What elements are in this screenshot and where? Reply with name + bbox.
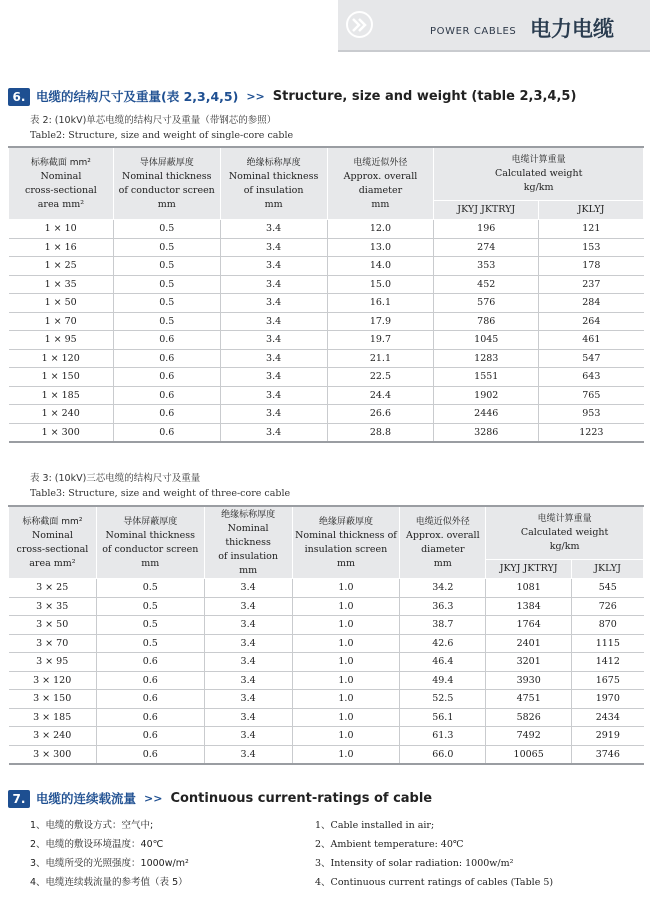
table-cell: 0.6 bbox=[113, 405, 220, 424]
table-cell: 2919 bbox=[572, 727, 644, 746]
table-cell: 38.7 bbox=[400, 616, 486, 635]
table-cell: 3930 bbox=[486, 671, 572, 690]
col-header-conductor-screen: 导体屏蔽厚度 Nominal thickness of conductor screen mm bbox=[113, 147, 220, 220]
table-cell: 545 bbox=[572, 579, 644, 598]
table-cell: 1.0 bbox=[292, 616, 400, 635]
table-cell: 3286 bbox=[434, 423, 539, 442]
table-cell: 1045 bbox=[434, 331, 539, 350]
section-number: 7. bbox=[8, 790, 30, 808]
table-cell: 1081 bbox=[486, 579, 572, 598]
table-cell: 0.6 bbox=[113, 368, 220, 387]
table-cell: 461 bbox=[539, 331, 644, 350]
table-cell: 3.4 bbox=[220, 220, 327, 239]
col-header-diameter: 电缆近似外径 Approx. overall diameter mm bbox=[400, 506, 486, 579]
table-cell: 1551 bbox=[434, 368, 539, 387]
table-cell: 42.6 bbox=[400, 634, 486, 653]
table2-caption-zh: 表 2: (10kV)单芯电缆的结构尺寸及重量（带钢芯的参照） bbox=[30, 115, 277, 126]
table-cell: 0.5 bbox=[113, 220, 220, 239]
table-cell: 1675 bbox=[572, 671, 644, 690]
table-cell: 1.0 bbox=[292, 708, 400, 727]
double-arrow-icon: >> bbox=[246, 90, 265, 103]
table-cell: 0.6 bbox=[113, 386, 220, 405]
table-row bbox=[9, 653, 644, 672]
table-cell: 5826 bbox=[486, 708, 572, 727]
table-cell: 15.0 bbox=[327, 275, 434, 294]
table-cell: 3.4 bbox=[204, 616, 292, 635]
table-cell: 726 bbox=[572, 597, 644, 616]
table-cell: 12.0 bbox=[327, 220, 434, 239]
table-cell: 576 bbox=[434, 294, 539, 313]
table-row bbox=[9, 312, 644, 331]
section-number: 6. bbox=[8, 88, 30, 106]
table-cell: 1.0 bbox=[292, 671, 400, 690]
table-cell: 1 × 35 bbox=[9, 275, 114, 294]
table-cell: 0.6 bbox=[96, 671, 204, 690]
table-cell: 3 × 185 bbox=[9, 708, 97, 727]
table-cell: 3746 bbox=[572, 745, 644, 764]
table-cell: 3 × 120 bbox=[9, 671, 97, 690]
list-item: 2、电缆的敷设环境温度：40℃ bbox=[30, 839, 164, 850]
table-cell: 36.3 bbox=[400, 597, 486, 616]
table-cell: 0.5 bbox=[113, 257, 220, 276]
table-row bbox=[9, 634, 644, 653]
table-cell: 56.1 bbox=[400, 708, 486, 727]
table-cell: 16.1 bbox=[327, 294, 434, 313]
header-english-title: POWER CABLES bbox=[430, 26, 517, 37]
table-cell: 3.4 bbox=[220, 368, 327, 387]
table-cell: 3201 bbox=[486, 653, 572, 672]
table-cell: 10065 bbox=[486, 745, 572, 764]
table-cell: 1412 bbox=[572, 653, 644, 672]
table-cell: 14.0 bbox=[327, 257, 434, 276]
table-row bbox=[9, 690, 644, 709]
table-cell: 3 × 150 bbox=[9, 690, 97, 709]
table-cell: 17.9 bbox=[327, 312, 434, 331]
table-cell: 178 bbox=[539, 257, 644, 276]
table-cell: 0.5 bbox=[113, 312, 220, 331]
table-cell: 1.0 bbox=[292, 634, 400, 653]
list-item: 1、电缆的敷设方式：空气中; bbox=[30, 820, 154, 831]
table-cell: 2434 bbox=[572, 708, 644, 727]
table3-caption-zh: 表 3: (10kV)三芯电缆的结构尺寸及重量 bbox=[30, 473, 201, 484]
table-row bbox=[9, 386, 644, 405]
col-header-weight-jklyj: JKLYJ bbox=[572, 560, 644, 579]
table-cell: 765 bbox=[539, 386, 644, 405]
table-cell: 52.5 bbox=[400, 690, 486, 709]
col-header-weight-jkyj: JKYJ JKTRYJ bbox=[434, 201, 539, 220]
table-cell: 1.0 bbox=[292, 745, 400, 764]
table-single-core bbox=[8, 146, 644, 443]
table-cell: 1115 bbox=[572, 634, 644, 653]
table-row bbox=[9, 405, 644, 424]
table-cell: 0.6 bbox=[113, 331, 220, 350]
table-row bbox=[9, 257, 644, 276]
list-item: 4、Continuous current ratings of cables (Table 5) bbox=[315, 877, 554, 888]
table-cell: 21.1 bbox=[327, 349, 434, 368]
table-cell: 3.4 bbox=[204, 671, 292, 690]
table-cell: 264 bbox=[539, 312, 644, 331]
table-cell: 1.0 bbox=[292, 690, 400, 709]
table-cell: 274 bbox=[434, 238, 539, 257]
table-cell: 0.5 bbox=[113, 275, 220, 294]
table-cell: 0.6 bbox=[96, 727, 204, 746]
table-cell: 786 bbox=[434, 312, 539, 331]
table-cell: 0.5 bbox=[113, 238, 220, 257]
table-cell: 353 bbox=[434, 257, 539, 276]
table-cell: 3.4 bbox=[204, 634, 292, 653]
col-header-weight-jkyj: JKYJ JKTRYJ bbox=[486, 560, 572, 579]
table-cell: 3.4 bbox=[220, 423, 327, 442]
table-cell: 1 × 50 bbox=[9, 294, 114, 313]
table-cell: 1 × 300 bbox=[9, 423, 114, 442]
list-item: 3、Intensity of solar radiation: 1000w/m² bbox=[315, 858, 514, 869]
table-cell: 1.0 bbox=[292, 727, 400, 746]
table-cell: 643 bbox=[539, 368, 644, 387]
table-cell: 3.4 bbox=[220, 275, 327, 294]
col-header-insulation-screen: 绝缘屏蔽厚度 Nominal thickness of insulation screen mm bbox=[292, 506, 400, 579]
table-row bbox=[9, 579, 644, 598]
section-7-heading bbox=[8, 790, 432, 808]
table-row bbox=[9, 597, 644, 616]
table-cell: 2401 bbox=[486, 634, 572, 653]
table-cell: 3 × 50 bbox=[9, 616, 97, 635]
table-cell: 0.6 bbox=[113, 349, 220, 368]
table-cell: 3.4 bbox=[204, 745, 292, 764]
section-title-en: Structure, size and weight (table 2,3,4,5) bbox=[272, 89, 577, 104]
list-item: 1、Cable installed in air; bbox=[315, 820, 435, 831]
table-cell: 1 × 95 bbox=[9, 331, 114, 350]
col-header-weight: 电缆计算重量 Calculated weight kg/km bbox=[434, 147, 644, 201]
table-cell: 0.5 bbox=[96, 616, 204, 635]
table-cell: 1384 bbox=[486, 597, 572, 616]
table-cell: 0.6 bbox=[96, 690, 204, 709]
table-row bbox=[9, 423, 644, 442]
table-cell: 3.4 bbox=[204, 579, 292, 598]
section-title-zh: 电缆的结构尺寸及重量(表 2,3,4,5) bbox=[36, 89, 239, 104]
table-cell: 3.4 bbox=[204, 597, 292, 616]
double-arrow-icon: >> bbox=[144, 792, 163, 805]
table-cell: 3 × 300 bbox=[9, 745, 97, 764]
table-cell: 3.4 bbox=[220, 331, 327, 350]
table-cell: 1223 bbox=[539, 423, 644, 442]
table-cell: 3 × 240 bbox=[9, 727, 97, 746]
table-row bbox=[9, 616, 644, 635]
table-cell: 153 bbox=[539, 238, 644, 257]
table-cell: 49.4 bbox=[400, 671, 486, 690]
conditions-list-en bbox=[315, 816, 553, 892]
table-cell: 0.6 bbox=[96, 708, 204, 727]
table-cell: 0.6 bbox=[96, 653, 204, 672]
table-cell: 0.5 bbox=[96, 579, 204, 598]
table-body bbox=[9, 220, 644, 443]
table-cell: 3.4 bbox=[220, 312, 327, 331]
col-header-area: 标称截面 mm² Nominal cross-sectional area mm² bbox=[9, 506, 97, 579]
table-cell: 19.7 bbox=[327, 331, 434, 350]
col-header-insulation: 绝缘标称厚度 Nominal thickness of insulation mm bbox=[204, 506, 292, 579]
table-cell: 1902 bbox=[434, 386, 539, 405]
col-header-weight-jklyj: JKLYJ bbox=[539, 201, 644, 220]
table-cell: 1 × 16 bbox=[9, 238, 114, 257]
table-cell: 0.5 bbox=[96, 634, 204, 653]
chevron-right-icon bbox=[346, 11, 373, 38]
table-cell: 4751 bbox=[486, 690, 572, 709]
table-cell: 1.0 bbox=[292, 653, 400, 672]
table-cell: 3.4 bbox=[220, 405, 327, 424]
table-cell: 66.0 bbox=[400, 745, 486, 764]
table-cell: 3.4 bbox=[220, 257, 327, 276]
col-header-area: 标称截面 mm² Nominal cross-sectional area mm² bbox=[9, 147, 114, 220]
list-item: 4、电缆连续载流量的参考值（表 5） bbox=[30, 877, 188, 888]
table-row bbox=[9, 671, 644, 690]
table-row bbox=[9, 727, 644, 746]
table-cell: 1764 bbox=[486, 616, 572, 635]
table-row bbox=[9, 708, 644, 727]
table-cell: 452 bbox=[434, 275, 539, 294]
table-row bbox=[9, 331, 644, 350]
page-header bbox=[338, 0, 650, 52]
table-cell: 1 × 10 bbox=[9, 220, 114, 239]
header-chinese-title: 电力电缆 bbox=[530, 17, 614, 41]
table-cell: 1 × 240 bbox=[9, 405, 114, 424]
table-cell: 1 × 70 bbox=[9, 312, 114, 331]
col-header-diameter: 电缆近似外径 Approx. overall diameter mm bbox=[327, 147, 434, 220]
table-cell: 34.2 bbox=[400, 579, 486, 598]
table2-caption-en: Table2: Structure, size and weight of single-core cable bbox=[30, 130, 294, 141]
table-cell: 3 × 95 bbox=[9, 653, 97, 672]
table-row bbox=[9, 220, 644, 239]
table-cell: 284 bbox=[539, 294, 644, 313]
table-cell: 24.4 bbox=[327, 386, 434, 405]
table-cell: 3 × 35 bbox=[9, 597, 97, 616]
section-6-heading bbox=[8, 88, 576, 106]
table-cell: 3.4 bbox=[220, 386, 327, 405]
table-cell: 46.4 bbox=[400, 653, 486, 672]
table-cell: 3.4 bbox=[204, 727, 292, 746]
table-cell: 13.0 bbox=[327, 238, 434, 257]
table-cell: 0.6 bbox=[96, 745, 204, 764]
table-cell: 1 × 120 bbox=[9, 349, 114, 368]
table-cell: 3.4 bbox=[204, 653, 292, 672]
col-header-weight: 电缆计算重量 Calculated weight kg/km bbox=[486, 506, 644, 560]
table-cell: 3.4 bbox=[220, 294, 327, 313]
table-row bbox=[9, 294, 644, 313]
table-cell: 0.5 bbox=[96, 597, 204, 616]
conditions-list-zh bbox=[30, 816, 189, 892]
table-row bbox=[9, 349, 644, 368]
table-cell: 1 × 150 bbox=[9, 368, 114, 387]
table-cell: 3.4 bbox=[220, 349, 327, 368]
table-cell: 3 × 25 bbox=[9, 579, 97, 598]
table-cell: 196 bbox=[434, 220, 539, 239]
table-cell: 547 bbox=[539, 349, 644, 368]
table-cell: 1 × 185 bbox=[9, 386, 114, 405]
table-cell: 2446 bbox=[434, 405, 539, 424]
table-cell: 7492 bbox=[486, 727, 572, 746]
table3-caption-en: Table3: Structure, size and weight of three-core cable bbox=[30, 488, 291, 499]
table-cell: 1.0 bbox=[292, 597, 400, 616]
table-cell: 1283 bbox=[434, 349, 539, 368]
table-row bbox=[9, 745, 644, 764]
table-row bbox=[9, 238, 644, 257]
table-cell: 1.0 bbox=[292, 579, 400, 598]
table-cell: 3.4 bbox=[204, 708, 292, 727]
table-cell: 28.8 bbox=[327, 423, 434, 442]
table-cell: 0.6 bbox=[113, 423, 220, 442]
table-cell: 1970 bbox=[572, 690, 644, 709]
list-item: 2、Ambient temperature: 40℃ bbox=[315, 839, 464, 850]
table-cell: 237 bbox=[539, 275, 644, 294]
table-cell: 3.4 bbox=[220, 238, 327, 257]
list-item: 3、电缆所受的光照强度：1000w/m² bbox=[30, 858, 189, 869]
table-cell: 3.4 bbox=[204, 690, 292, 709]
col-header-conductor-screen: 导体屏蔽厚度 Nominal thickness of conductor screen mm bbox=[96, 506, 204, 579]
table-cell: 61.3 bbox=[400, 727, 486, 746]
table-cell: 870 bbox=[572, 616, 644, 635]
table-row bbox=[9, 368, 644, 387]
table-three-core bbox=[8, 505, 644, 765]
table-cell: 121 bbox=[539, 220, 644, 239]
section-title-zh: 电缆的连续载流量 bbox=[36, 791, 137, 806]
col-header-insulation: 绝缘标称厚度 Nominal thickness of insulation mm bbox=[220, 147, 327, 220]
table-cell: 22.5 bbox=[327, 368, 434, 387]
table-cell: 953 bbox=[539, 405, 644, 424]
section-title-en: Continuous current-ratings of cable bbox=[170, 791, 433, 806]
table-body bbox=[9, 579, 644, 765]
table-row bbox=[9, 275, 644, 294]
table-cell: 3 × 70 bbox=[9, 634, 97, 653]
table-cell: 26.6 bbox=[327, 405, 434, 424]
table-cell: 1 × 25 bbox=[9, 257, 114, 276]
table-cell: 0.5 bbox=[113, 294, 220, 313]
